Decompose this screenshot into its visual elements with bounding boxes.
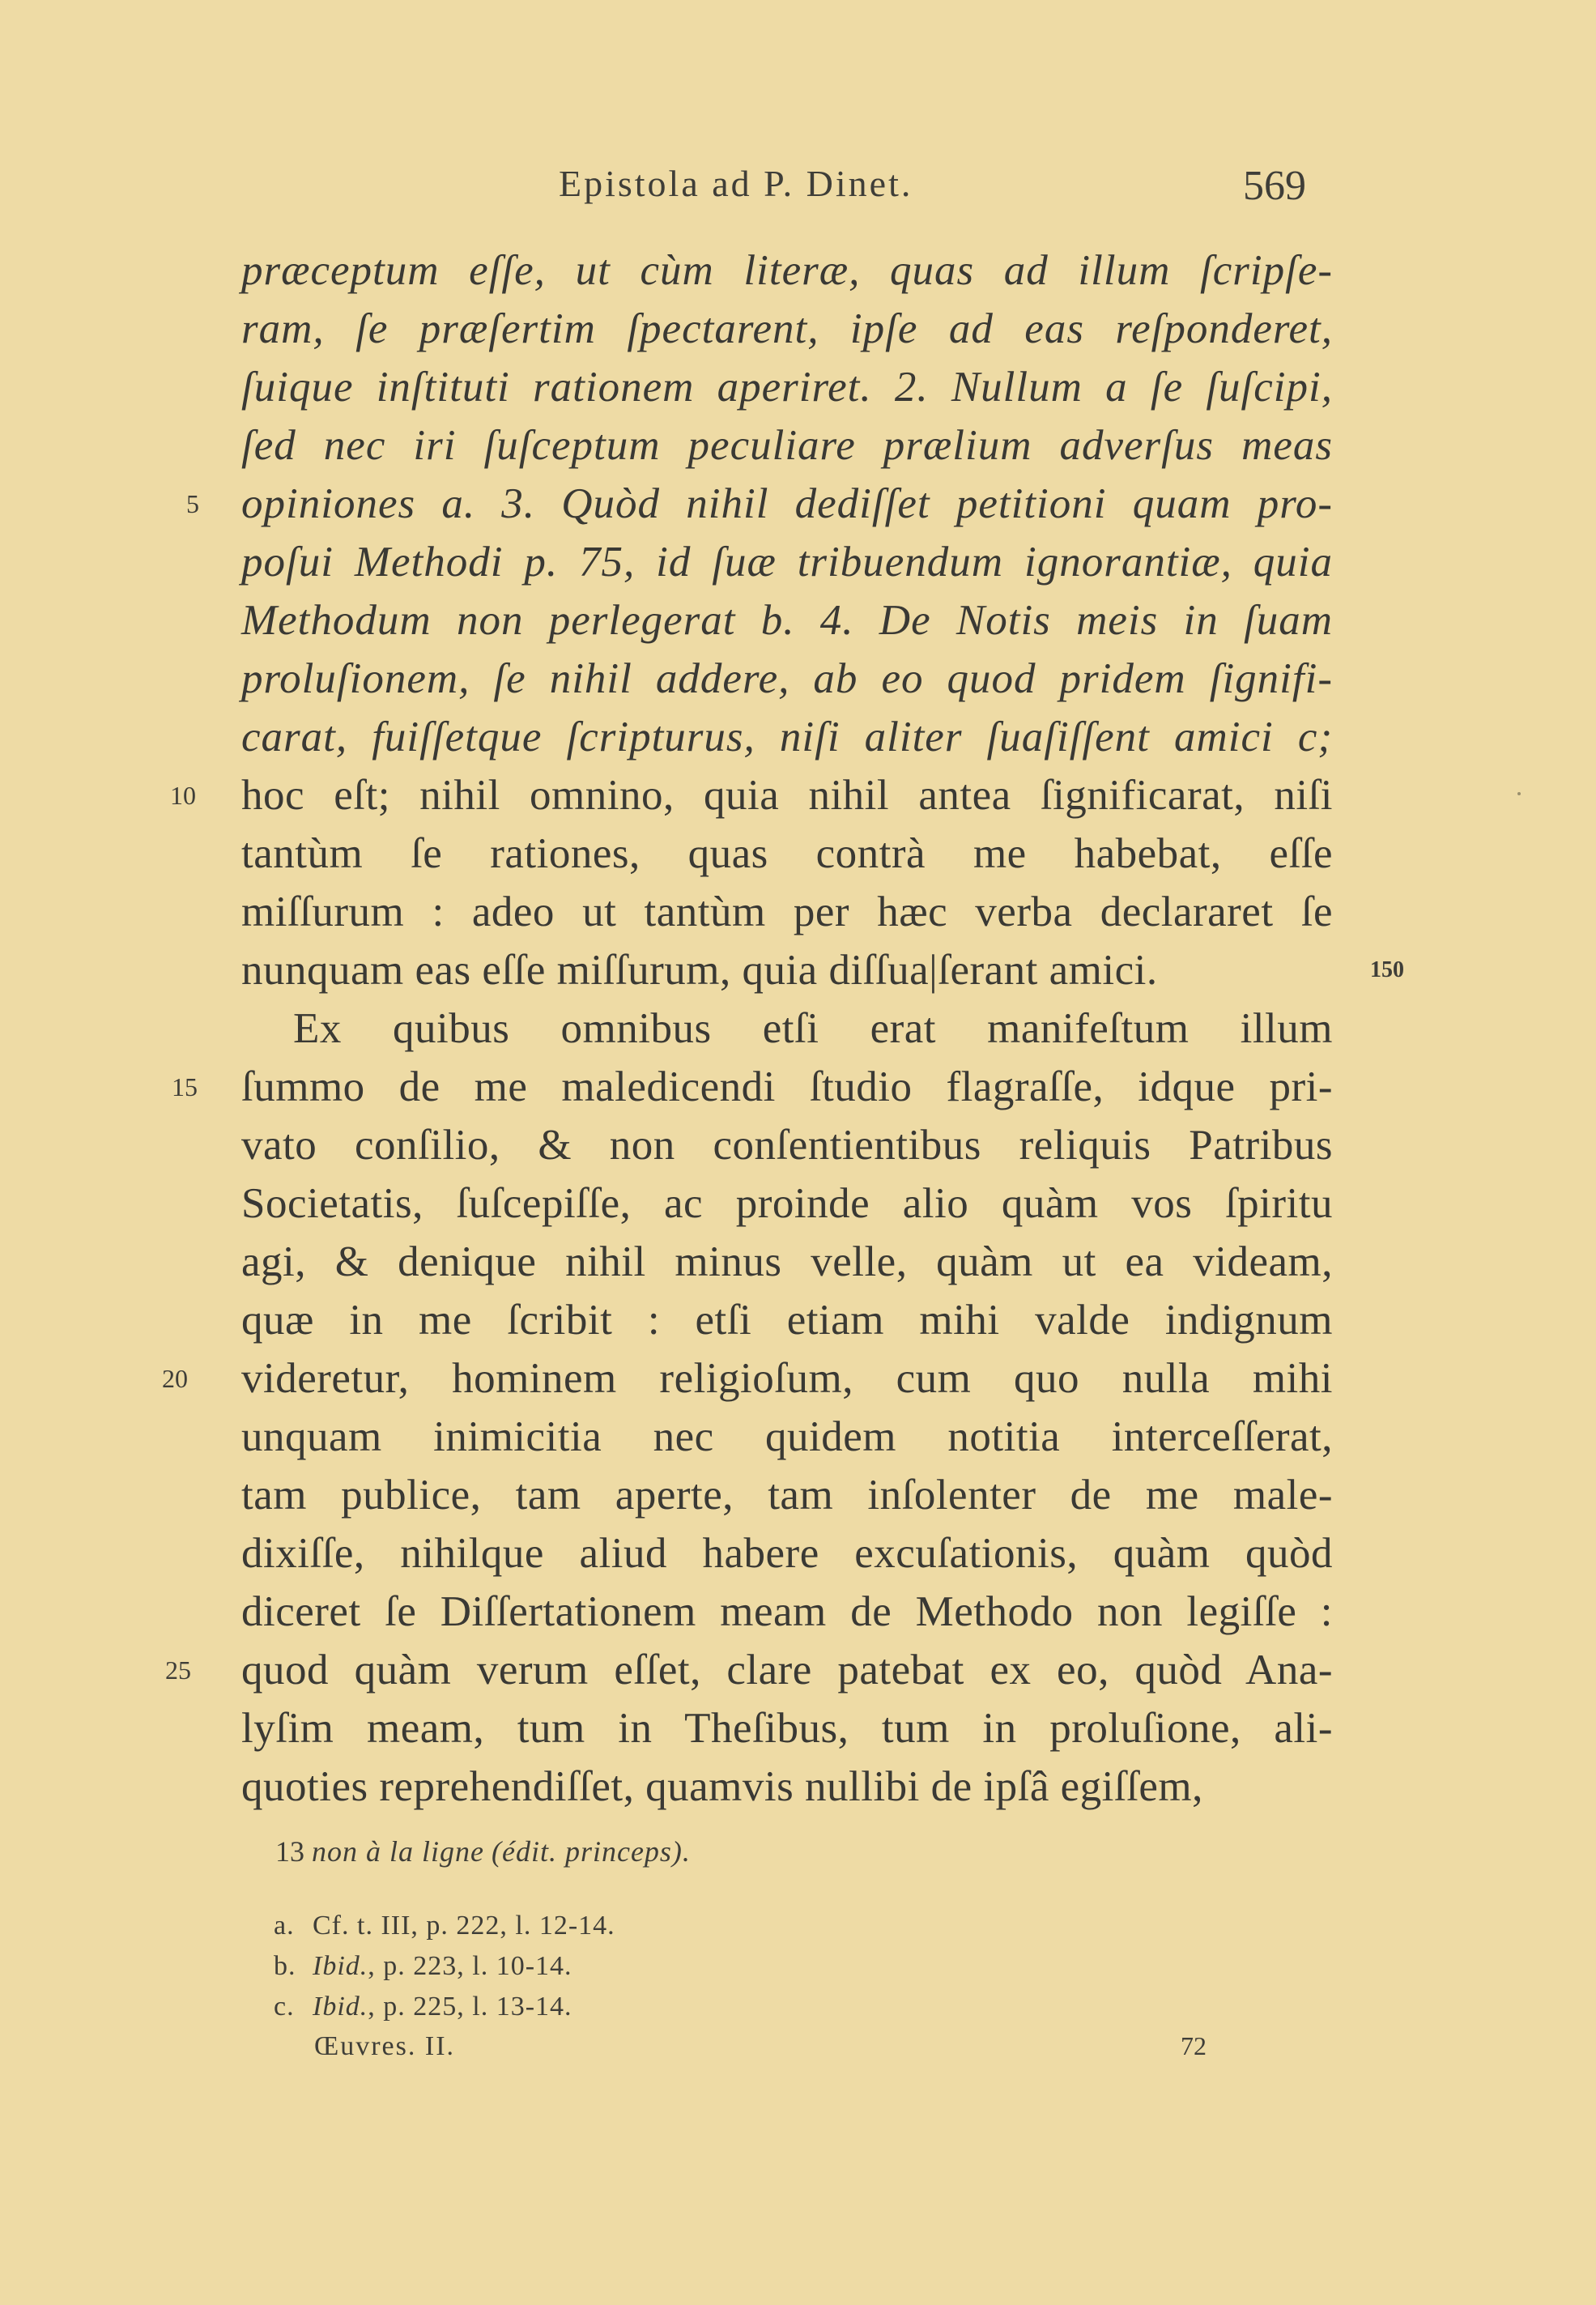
text-line: Methodum non perlegerat b. 4. De Notis meis in ſuam	[241, 597, 1333, 644]
text-line: dixiſſe, nihilque aliud habere excuſationis, quàm quòd	[241, 1530, 1333, 1577]
line-number: 15	[172, 1072, 198, 1101]
footnote	[274, 1907, 615, 1945]
margin-page-reference: 150	[1370, 957, 1404, 982]
text-line: videretur, hominem religioſum, cum quo nulla mihi	[241, 1355, 1333, 1402]
text-line: quoties reprehendiſſet, quamvis nullibi de ipſâ egiſſem,	[241, 1763, 1203, 1810]
text-line: ſuique inſtituti rationem aperiret. 2. Nullum a ſe ſuſcipi,	[241, 364, 1333, 411]
text-line: ſed nec iri ſuſceptum peculiare prælium adverſus meas	[241, 422, 1333, 469]
text-line: tantùm ſe rationes, quas contrà me habebat, eſſe	[241, 830, 1333, 877]
text-line: unquam inimicitia nec quidem notitia interceſſerat,	[241, 1413, 1333, 1460]
footnote-label: b.	[274, 1951, 296, 1981]
variant-line-number: 13	[275, 1835, 304, 1868]
margin-speck	[1517, 792, 1521, 795]
text-line: quod quàm verum eſſet, clare patebat ex eo, quòd Ana-	[241, 1647, 1333, 1694]
variant-source: (édit. princeps).	[491, 1835, 691, 1868]
footnote-label: a.	[274, 1911, 295, 1941]
text-line: vato conſilio, & non conſentientibus reliquis Patribus	[241, 1122, 1333, 1169]
text-line: ſummo de me maledicendi ſtudio flagraſſe, idque pri-	[241, 1063, 1333, 1110]
line-number: 10	[170, 781, 196, 810]
text-line: poſui Methodi p. 75, id ſuæ tribuendum ignorantiæ, quia	[241, 539, 1333, 586]
footnote	[274, 1988, 572, 2026]
text-line: diceret ſe Diſſertationem meam de Methodo non legiſſe :	[241, 1588, 1333, 1635]
variant-text: non à la ligne	[312, 1835, 484, 1868]
line-number: 20	[162, 1364, 188, 1393]
text-line: præceptum eſſe, ut cùm literæ, quas ad illum ſcripſe-	[241, 247, 1333, 294]
text-line: hoc eſt; nihil omnino, quia nihil antea ſignificarat, niſi	[241, 772, 1333, 819]
footnote	[274, 1948, 572, 1985]
page-number: 569	[1243, 163, 1306, 209]
text-line: opiniones a. 3. Quòd nihil dediſſet petitioni quam pro-	[241, 480, 1333, 527]
text-line: Societatis, ſuſcepiſſe, ac proinde alio quàm vos ſpiritu	[241, 1180, 1333, 1227]
text-line: lyſim meam, tum in Theſibus, tum in proluſione, ali-	[241, 1705, 1333, 1752]
text-line: carat, fuiſſetque ſcripturus, niſi aliter ſuaſiſſent amici c;	[241, 714, 1333, 761]
text-line: agi, & denique nihil minus velle, quàm ut ea videam,	[241, 1238, 1333, 1285]
text-line: miſſurum : adeo ut tantùm per hæc verba declararet ſe	[241, 888, 1333, 935]
text-line: nunquam eas eſſe miſſurum, quia diſſua|ſerant amici.	[241, 947, 1158, 994]
line-number: 5	[186, 489, 199, 518]
footnote-ref: Ibid.	[313, 1992, 368, 2022]
variant-note	[275, 1834, 691, 1868]
running-title: Epistola ad P. Dinet.	[559, 163, 913, 204]
footnote-ref: Ibid.	[313, 1951, 368, 1981]
text-line: Ex quibus omnibus etſi erat manifeſtum illum	[293, 1005, 1333, 1052]
footnote-text: , p. 223, l. 10-14.	[368, 1951, 572, 1981]
footnote-text: Cf. t. III, p. 222, l. 12-14.	[313, 1911, 615, 1941]
printer-signature: Œuvres. II.	[314, 2031, 456, 2061]
text-line: tam publice, tam aperte, tam inſolenter de me male-	[241, 1472, 1333, 1519]
text-line: quæ in me ſcribit : etſi etiam mihi valde indignum	[241, 1297, 1333, 1344]
text-line: proluſionem, ſe nihil addere, ab eo quod pridem ſignifi-	[241, 655, 1333, 702]
sheet-number: 72	[1181, 2031, 1207, 2060]
text-line: ram, ſe præſertim ſpectarent, ipſe ad eas reſponderet,	[241, 305, 1333, 352]
footnote-label: c.	[274, 1992, 295, 2022]
line-number: 25	[165, 1655, 191, 1685]
footnote-text: , p. 225, l. 13-14.	[368, 1992, 572, 2022]
